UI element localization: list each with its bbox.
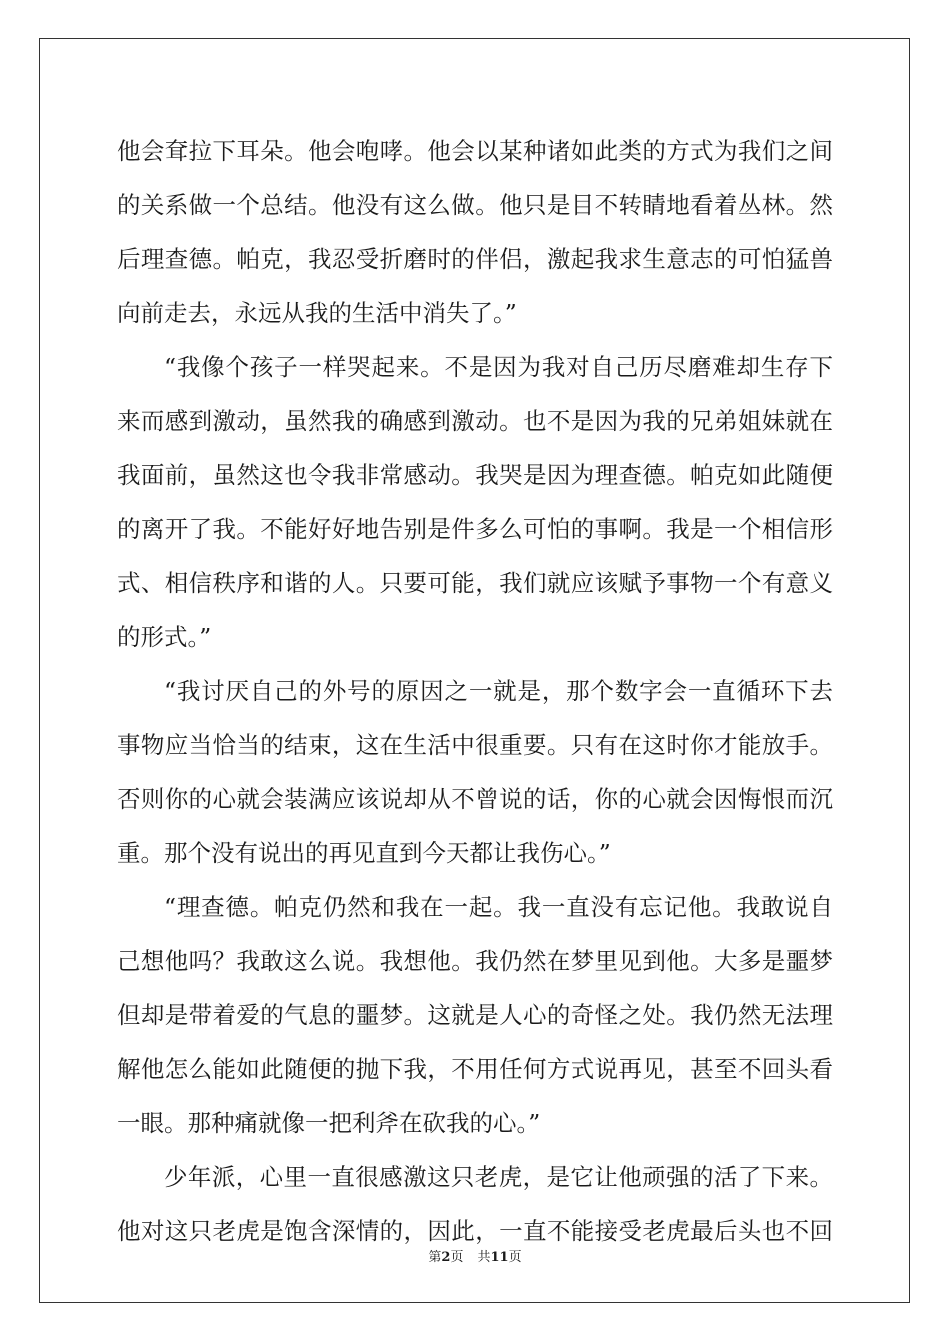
text-line: 向前走去，永远从我的生活中消失了。” — [117, 299, 517, 327]
text-line: 否则你的心就会装满应该说却从不曾说的话，你的心就会因悔恨而沉 — [117, 785, 833, 813]
text-line: 重。那个没有说出的再见直到今天都让我伤心。” — [117, 839, 611, 867]
text-line: 少年派，心里一直很感激这只老虎，是它让他顽强的活了下来。 — [164, 1163, 833, 1191]
text-line: 一眼。那种痛就像一把利斧在砍我的心。” — [117, 1109, 541, 1137]
text-line: 事物应当恰当的结束，这在生活中很重要。只有在这时你才能放手。 — [117, 731, 833, 759]
text-line: 他会耷拉下耳朵。他会咆哮。他会以某种诸如此类的方式为我们之间 — [117, 137, 833, 165]
text-line: 我面前，虽然这也令我非常感动。我哭是因为理查德。帕克如此随便 — [117, 461, 833, 489]
text-line: 但却是带着爱的气息的噩梦。这就是人心的奇怪之处。我仍然无法理 — [117, 1001, 833, 1029]
text-line: 后理查德。帕克，我忍受折磨时的伴侣，激起我求生意志的可怕猛兽 — [117, 245, 833, 273]
total-pages: 11 — [490, 1250, 509, 1265]
text-line: 的形式。” — [117, 623, 212, 651]
text-line: 来而感到激动，虽然我的确感到激动。也不是因为我的兄弟姐妹就在 — [117, 407, 833, 435]
text-line: 解他怎么能如此随便的抛下我，不用任何方式说再见，甚至不回头看 — [117, 1055, 833, 1083]
total-suffix: 页 — [508, 1250, 522, 1265]
text-line: “我讨厌自己的外号的原因之一就是，那个数字会一直循环下去 — [164, 677, 833, 705]
total-prefix: 共 — [477, 1250, 491, 1265]
text-line: 的离开了我。不能好好地告别是件多么可怕的事啊。我是一个相信形 — [117, 515, 833, 543]
page-number: 2 — [441, 1250, 451, 1265]
text-line: 的关系做一个总结。他没有这么做。他只是目不转睛地看着丛林。然 — [117, 191, 833, 219]
text-line: “理查德。帕克仍然和我在一起。我一直没有忘记他。我敢说自 — [164, 893, 833, 921]
page-footer — [0, 1246, 950, 1265]
text-line: 他对这只老虎是饱含深情的，因此，一直不能接受老虎最后头也不回 — [117, 1217, 833, 1245]
page-prefix: 第 — [428, 1250, 442, 1265]
text-line: 己想他吗？我敢这么说。我想他。我仍然在梦里见到他。大多是噩梦 — [117, 947, 833, 975]
page-suffix: 页 — [450, 1250, 464, 1265]
text-line: 式、相信秩序和谐的人。只要可能，我们就应该赋予事物一个有意义 — [117, 569, 833, 597]
text-line: “我像个孩子一样哭起来。不是因为我对自己历尽磨难却生存下 — [164, 353, 833, 381]
document-body — [117, 124, 833, 1258]
